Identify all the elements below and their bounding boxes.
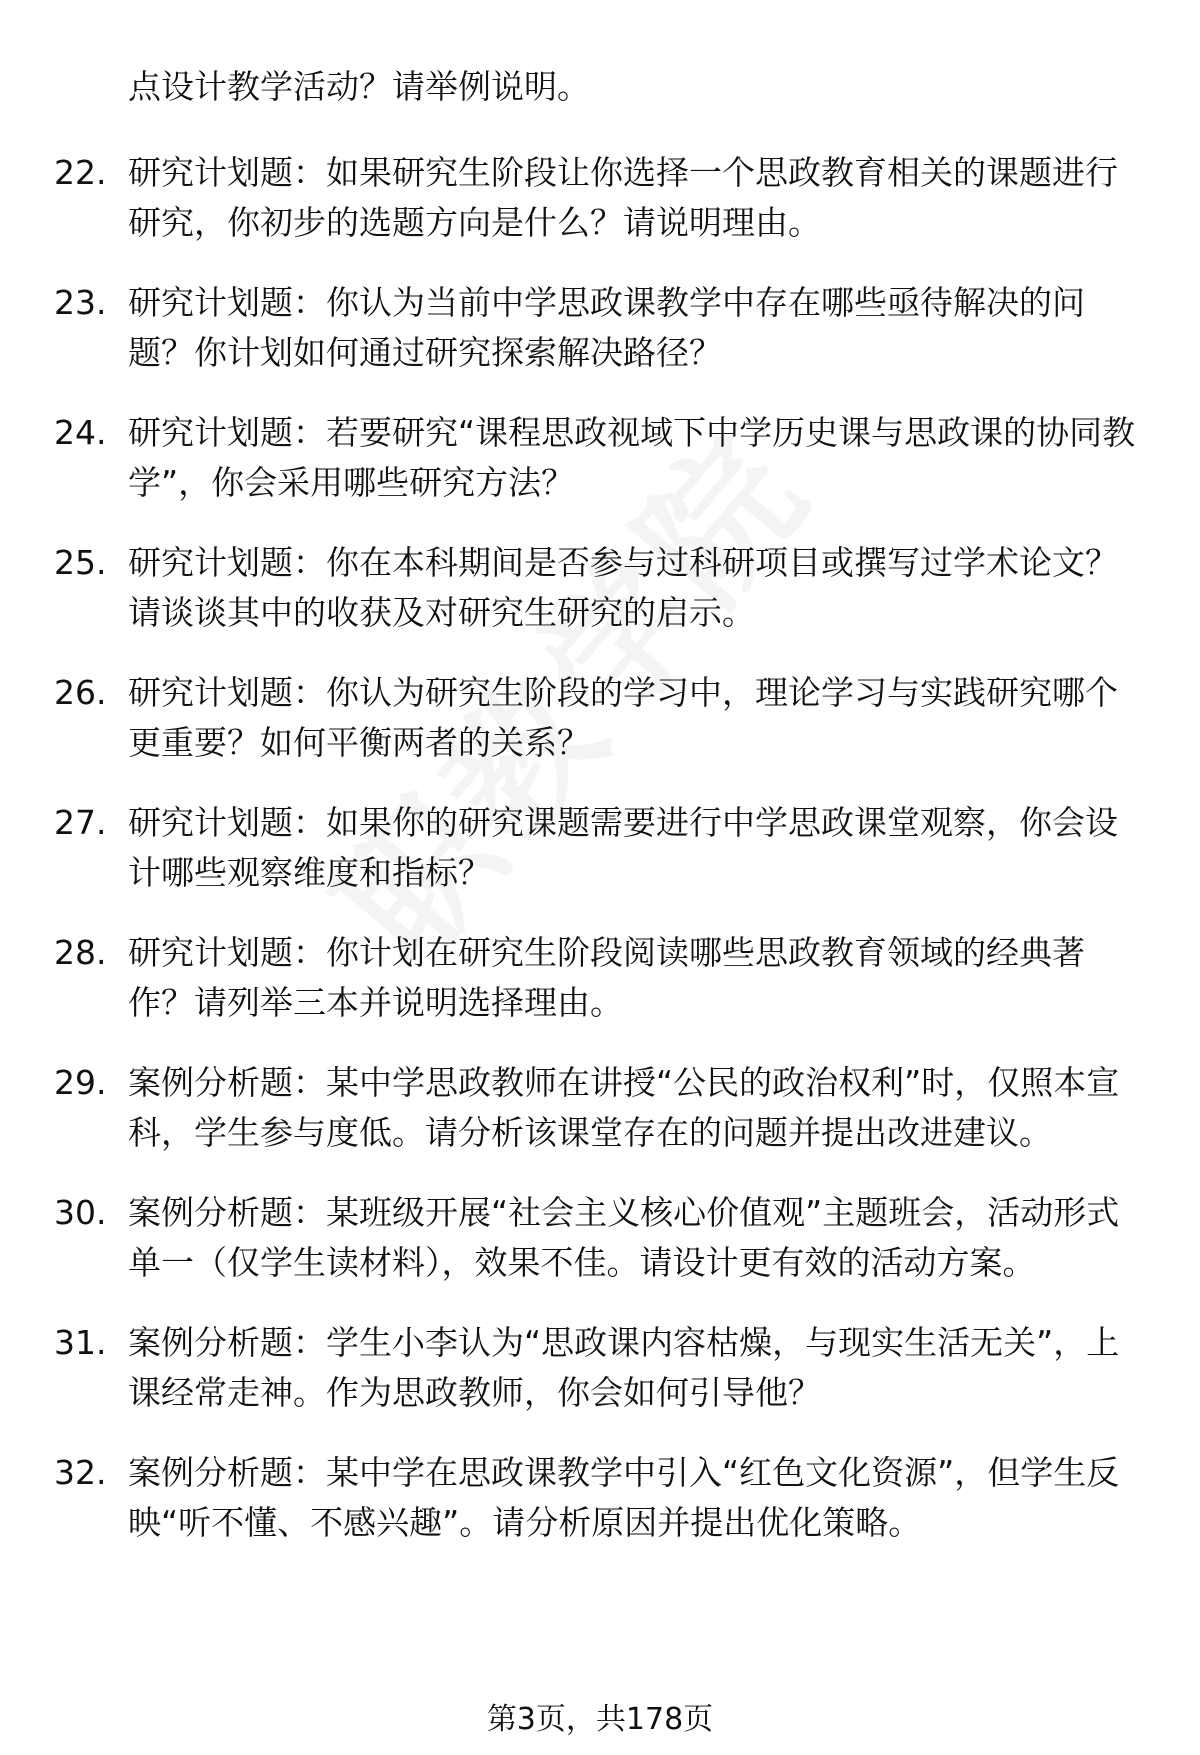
question-item-30 bbox=[0, 1188, 1138, 1288]
question-item-29 bbox=[0, 1058, 1138, 1158]
question-text: 案例分析题：学生小李认为“思政课内容枯燥，与现实生活无关”，上课经常走神。作为思政教师，你会如何引导他？ bbox=[128, 1323, 1120, 1412]
question-item-31 bbox=[0, 1318, 1138, 1418]
question-text: 研究计划题：你在本科期间是否参与过科研项目或撰写过学术论文？请谈谈其中的收获及对研究生研究的启示。 bbox=[128, 543, 1118, 632]
question-number: 24. bbox=[54, 413, 107, 452]
question-number: 29. bbox=[54, 1063, 107, 1102]
question-item-25 bbox=[0, 538, 1138, 638]
question-item-23 bbox=[0, 278, 1138, 378]
page-footer: 第3页，共178页 bbox=[486, 1702, 714, 1737]
question-number: 25. bbox=[54, 543, 107, 582]
question-number: 30. bbox=[54, 1193, 107, 1232]
question-number: 22. bbox=[54, 153, 107, 192]
question-number: 26. bbox=[54, 673, 107, 712]
question-list bbox=[0, 148, 1200, 1578]
question-number: 32. bbox=[54, 1453, 107, 1492]
question-text: 研究计划题：你计划在研究生阶段阅读哪些思政教育领域的经典著作？请列举三本并说明选择理由。 bbox=[128, 933, 1085, 1022]
question-text: 案例分析题：某班级开展“社会主义核心价值观”主题班会，活动形式单一（仅学生读材料），效果不佳。请设计更有效的活动方案。 bbox=[128, 1193, 1120, 1282]
question-number: 31. bbox=[54, 1323, 107, 1362]
question-text: 案例分析题：某中学思政教师在讲授“公民的政治权利”时，仅照本宣科，学生参与度低。请分析该课堂存在的问题并提出改进建议。 bbox=[128, 1063, 1120, 1152]
question-text: 研究计划题：你认为研究生阶段的学习中，理论学习与实践研究哪个更重要？如何平衡两者的关系？ bbox=[128, 673, 1118, 762]
continued-paragraph: 点设计教学活动？请举例说明。 bbox=[128, 67, 590, 106]
question-text: 研究计划题：若要研究“课程思政视域下中学历史课与思政课的协同教学”，你会采用哪些研究方法？ bbox=[128, 413, 1136, 502]
question-number: 28. bbox=[54, 933, 107, 972]
question-text: 案例分析题：某中学在思政课教学中引入“红色文化资源”，但学生反映“听不懂、不感兴趣”。请分析原因并提出优化策略。 bbox=[128, 1453, 1120, 1542]
question-item-24 bbox=[0, 408, 1138, 508]
question-text: 研究计划题：你认为当前中学思政课教学中存在哪些亟待解决的问题？你计划如何通过研究探索解决路径？ bbox=[128, 283, 1085, 372]
question-item-26 bbox=[0, 668, 1138, 768]
question-number: 23. bbox=[54, 283, 107, 322]
question-number: 27. bbox=[54, 803, 107, 842]
question-item-32 bbox=[0, 1448, 1138, 1548]
question-text: 研究计划题：如果你的研究课题需要进行中学思政课堂观察，你会设计哪些观察维度和指标？ bbox=[128, 803, 1118, 892]
question-item-27 bbox=[0, 798, 1138, 898]
question-text: 研究计划题：如果研究生阶段让你选择一个思政教育相关的课题进行研究，你初步的选题方向是什么？请说明理由。 bbox=[128, 153, 1118, 242]
question-item-28 bbox=[0, 928, 1138, 1028]
question-item-22 bbox=[0, 148, 1138, 248]
